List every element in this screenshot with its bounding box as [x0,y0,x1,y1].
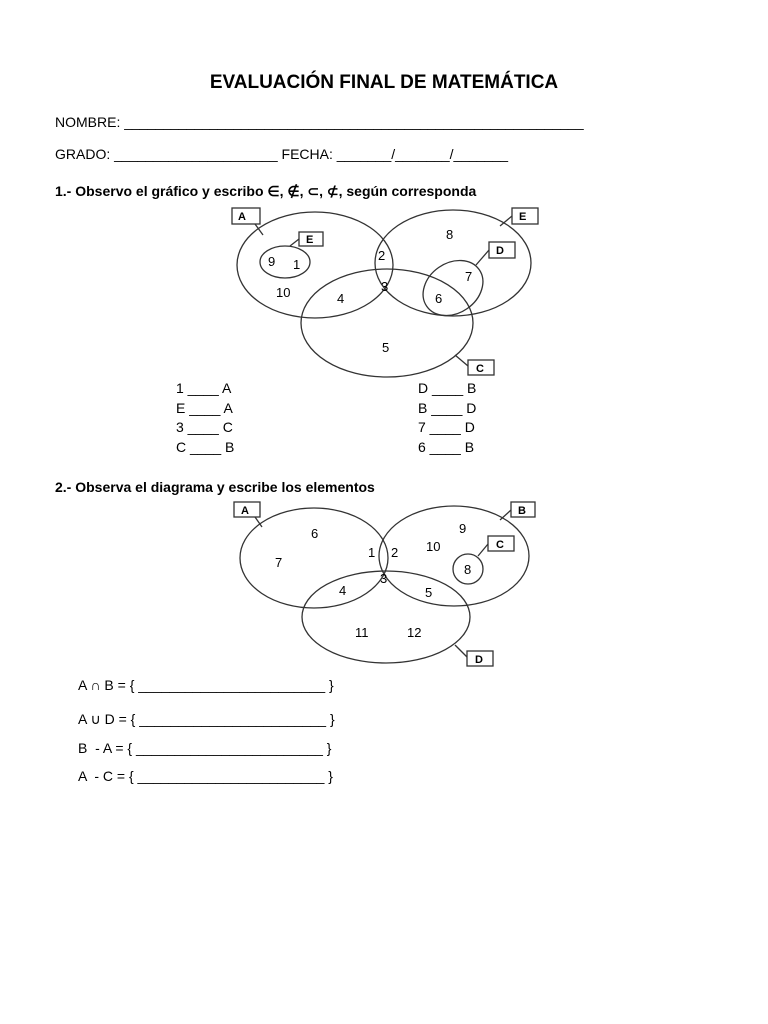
label-b: B [518,505,526,517]
element-6: 6 [311,526,319,541]
q1-item-left-4: C ____ B [176,439,235,455]
q1-item-right-1: D ____ B [418,380,477,396]
name-line: NOMBRE: ___________________________________________________________ [55,114,584,130]
q1-item-left-2: E ____ A [176,400,233,416]
q2-item-4: A - C = { ________________________ } [78,768,333,784]
label-e-outer: E [519,211,527,223]
label-c: C [476,363,484,375]
page-title: EVALUACIÓN FINAL DE MATEMÁTICA [209,72,559,93]
q1-item-left-3: 3 ____ C [176,419,233,435]
element-5: 5 [382,340,390,355]
element-9: 9 [268,254,276,269]
element-3: 3 [381,279,389,294]
element-5: 5 [425,585,433,600]
element-6: 6 [435,291,443,306]
q2-item-1: A ∩ B = { ________________________ } [78,677,334,693]
q2-item-2: A ∪ D = { ________________________ } [78,711,335,727]
element-2: 2 [378,248,386,263]
q1-item-left-1: 1 ____ A [176,380,232,396]
element-4: 4 [337,291,345,306]
element-1: 1 [293,257,301,272]
q2-item-3: B - A = { ________________________ } [78,740,332,756]
q1-item-right-2: B ____ D [418,400,477,416]
element-3: 3 [380,571,388,586]
element-7: 7 [275,555,283,570]
element-9: 9 [459,521,467,536]
element-12: 12 [407,625,422,640]
element-8: 8 [446,227,454,242]
element-10: 10 [426,539,441,554]
label-d: D [475,654,483,666]
label-a: A [238,211,246,223]
element-1: 1 [368,545,376,560]
question-1-heading: 1.- Observo el gráfico y escribo ∈, ∉, ⊂, ⊄, según corresponda [55,183,477,199]
element-4: 4 [339,583,347,598]
q1-item-right-4: 6 ____ B [418,439,475,455]
q1-item-right-3: 7 ____ D [418,419,475,435]
label-a: A [241,505,249,517]
label-d: D [496,245,504,257]
grade-date-line: GRADO: _____________________ FECHA: _______/_______/_______ [55,146,509,162]
label-e-inner: E [306,234,314,246]
label-c: C [496,539,504,551]
element-2: 2 [391,545,399,560]
element-10: 10 [276,285,291,300]
set-b-ellipse [379,506,529,606]
element-7: 7 [465,269,473,284]
element-8: 8 [464,562,472,577]
question-2-heading: 2.- Observa el diagrama y escribe los elementos [55,479,375,495]
element-11: 11 [355,625,369,640]
